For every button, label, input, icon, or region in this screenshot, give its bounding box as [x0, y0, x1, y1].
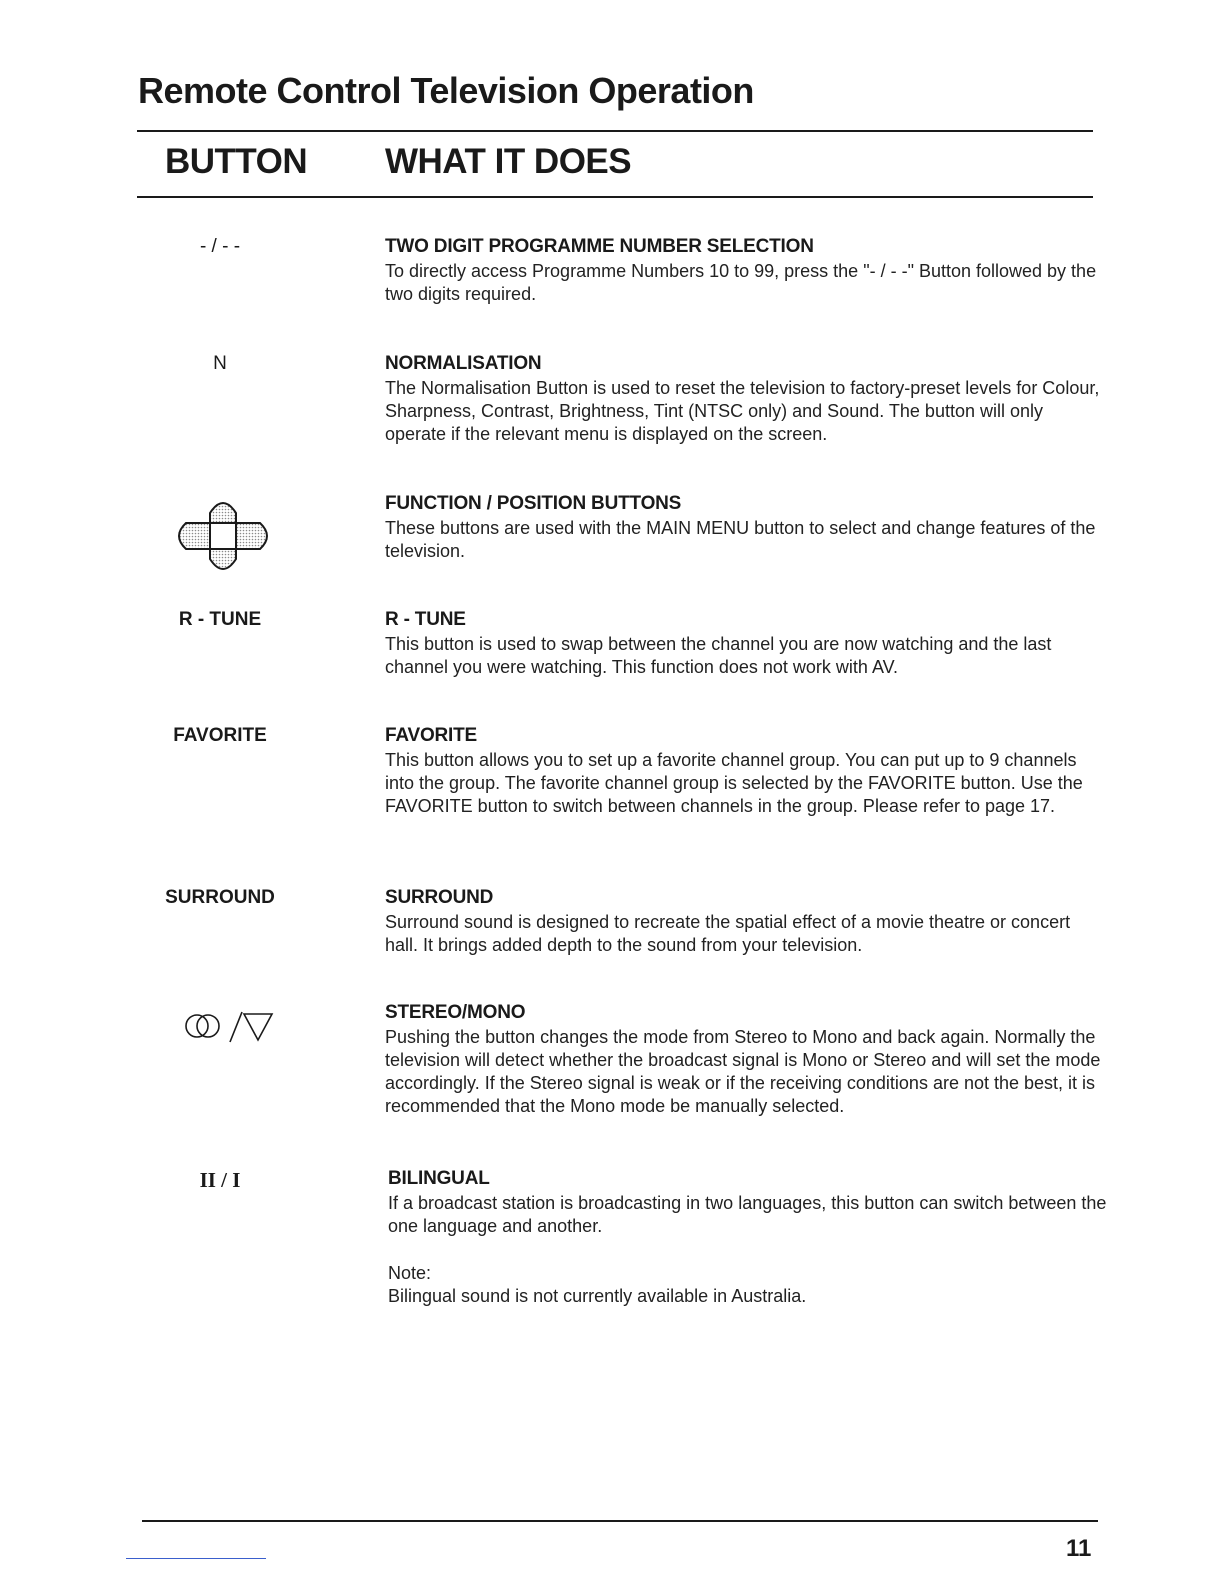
- description-heading: FAVORITE: [385, 725, 477, 746]
- description-heading: R - TUNE: [385, 609, 466, 630]
- page-number: 11: [1066, 1535, 1092, 1562]
- description-text: If a broadcast station is broadcasting in two languages, this button can switch between the one language and another.: [388, 1193, 1107, 1236]
- description-text: To directly access Programme Numbers 10 to 99, press the "- / - -" Button followed by the two digits required.: [385, 261, 1097, 304]
- header-rule-top: [137, 130, 1093, 132]
- column-header-button: BUTTON: [165, 142, 308, 181]
- description: [388, 1168, 1108, 1308]
- description-heading: BILINGUAL: [388, 1168, 490, 1189]
- button-label: FAVORITE: [173, 725, 267, 746]
- footer-link-underline: [126, 1558, 266, 1559]
- description-heading: STEREO/MONO: [385, 1002, 526, 1023]
- cross-pad-icon: [170, 493, 276, 584]
- description-text: These buttons are used with the MAIN MENU button to select and change features of the television.: [385, 518, 1096, 561]
- note-text: Bilingual sound is not currently available in Australia.: [388, 1286, 807, 1306]
- description-heading: FUNCTION / POSITION BUTTONS: [385, 493, 682, 514]
- button-label: SURROUND: [165, 887, 275, 908]
- description-text: Surround sound is designed to recreate the spatial effect of a movie theatre or concert hall. It brings added depth to the sound from your television.: [385, 912, 1071, 955]
- footer-rule: [142, 1520, 1098, 1522]
- header-rule-bottom: [137, 196, 1093, 198]
- description: [385, 236, 1105, 306]
- button-label: - / - -: [199, 236, 241, 257]
- description-text: The Normalisation Button is used to reset the television to factory-preset levels for Colour, Sharpness, Contrast, Brightness, Tint (NTSC only) and Sound. The button will only operate if the relevant menu is displayed on the screen.: [385, 378, 1100, 444]
- description-text: This button is used to swap between the channel you are now watching and the last channel you were watching. This function does not work with AV.: [385, 634, 1052, 677]
- description-heading: SURROUND: [385, 887, 494, 908]
- description: [385, 493, 1105, 563]
- column-header-what-it-does: WHAT IT DOES: [385, 142, 632, 181]
- description: [385, 887, 1105, 957]
- description-heading: TWO DIGIT PROGRAMME NUMBER SELECTION: [385, 236, 814, 257]
- description-text: This button allows you to set up a favorite channel group. You can put up to 9 channels into the group. The favorite channel group is selected by the FAVORITE button. Use the FAVORITE button to switch between channels in the group. Please refer to page 17.: [385, 750, 1083, 816]
- button-label: R - TUNE: [178, 609, 262, 630]
- note-label: Note:: [388, 1263, 432, 1283]
- description: [385, 725, 1105, 818]
- button-label: II / I: [199, 1168, 241, 1192]
- stereo-mono-icon: [184, 1008, 278, 1049]
- description-heading: NORMALISATION: [385, 353, 542, 374]
- page-title: Remote Control Television Operation: [138, 70, 754, 111]
- description: [385, 609, 1105, 679]
- description: [385, 1002, 1105, 1118]
- description: [385, 353, 1105, 446]
- button-label: N: [213, 353, 227, 374]
- description-text: Pushing the button changes the mode from Stereo to Mono and back again. Normally the television will detect whether the broadcast signal is Mono or Stereo and will set the mode accordingly. If the Stereo signal is weak or if the receiving conditions are not the best, it is recommended that the Mono mode be manually selected.: [385, 1027, 1101, 1116]
